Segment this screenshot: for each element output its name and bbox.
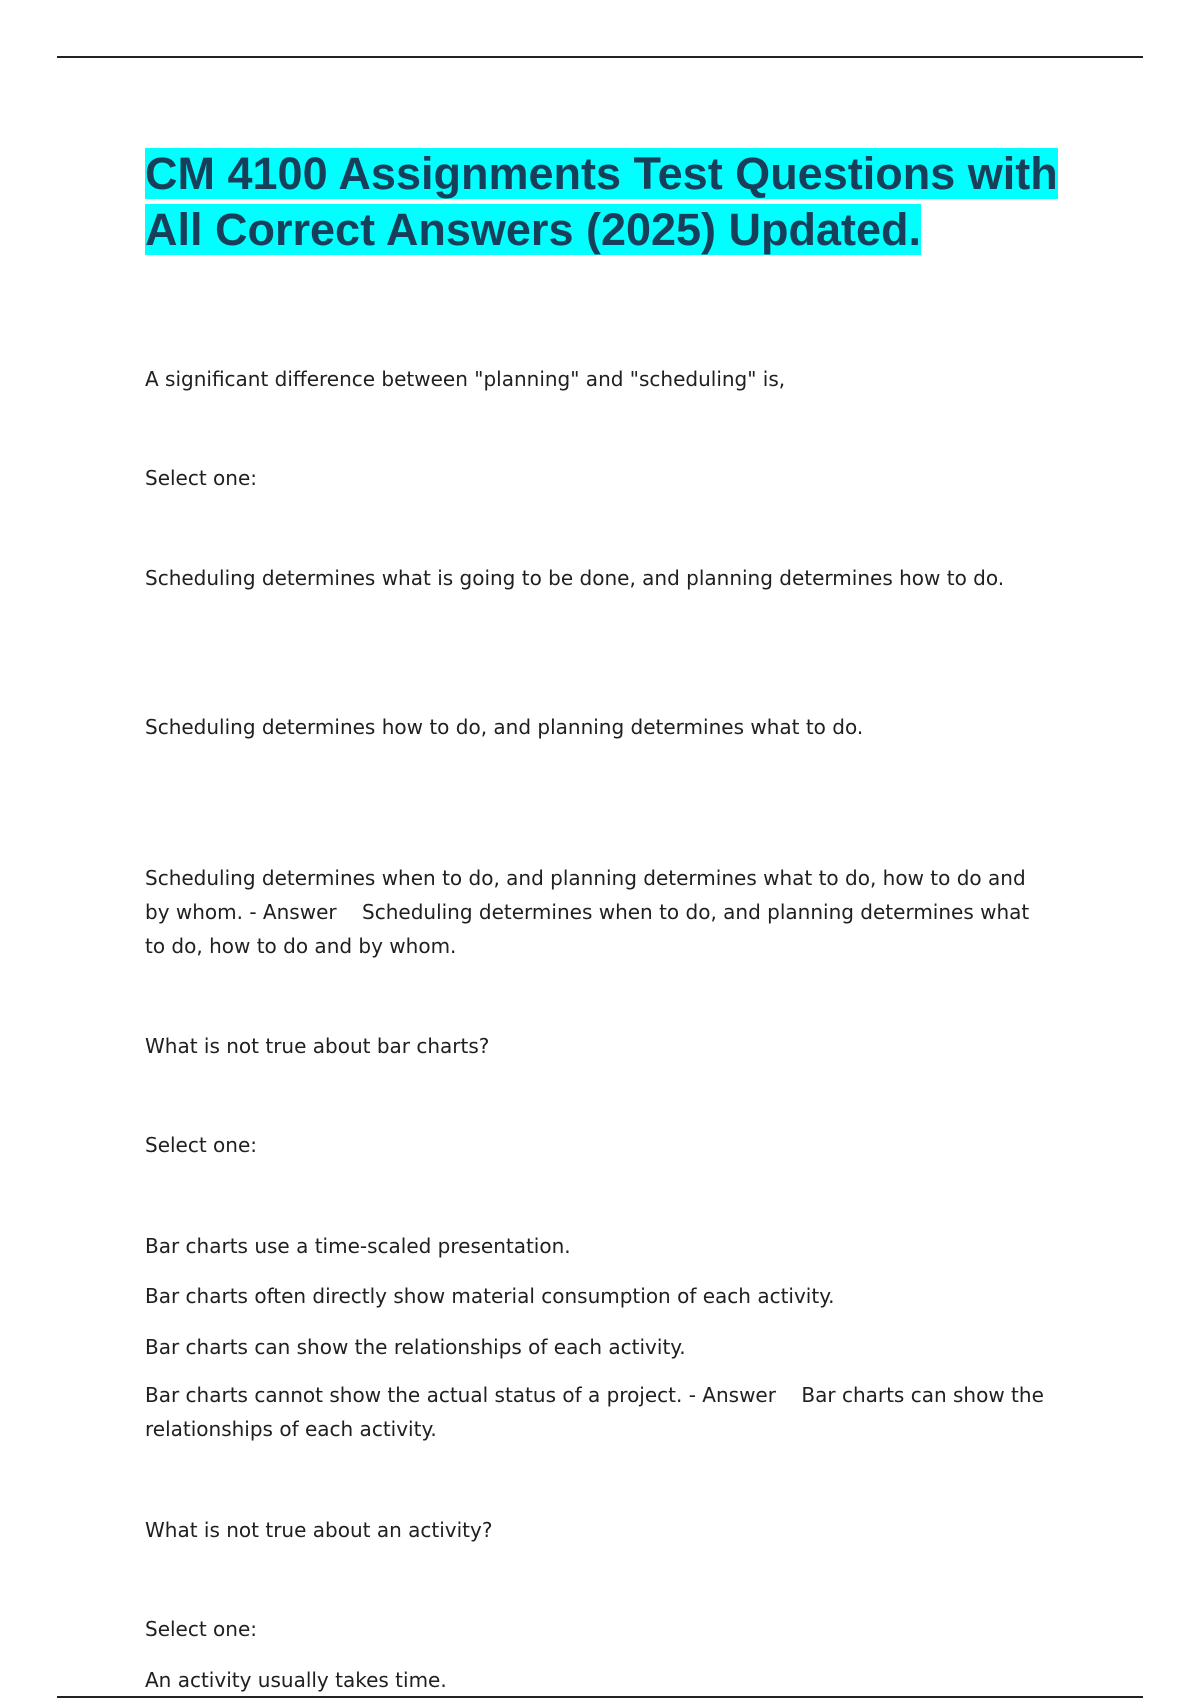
question-2-option-b: Bar charts often directly show material consumption of each activity. — [145, 1284, 835, 1308]
question-3-select-one: Select one: — [145, 1617, 258, 1641]
bottom-rule — [57, 1696, 1143, 1698]
question-2-option-d-answer: Bar charts cannot show the actual status of a project. - Answer Bar charts can show the relationships of each activity. — [145, 1383, 1051, 1441]
question-3-text: What is not true about an activity? — [145, 1518, 493, 1542]
question-1-select-one: Select one: — [145, 466, 258, 490]
question-2-select-one: Select one: — [145, 1133, 258, 1157]
document-title — [145, 146, 1065, 258]
question-2-option-a: Bar charts use a time-scaled presentation. — [145, 1234, 571, 1258]
question-1-option-b: Scheduling determines how to do, and planning determines what to do. — [145, 715, 864, 739]
question-1-text: A significant difference between "planning" and "scheduling" is, — [145, 367, 786, 391]
question-2-text: What is not true about bar charts? — [145, 1034, 490, 1058]
question-2-option-c: Bar charts can show the relationships of each activity. — [145, 1335, 686, 1359]
question-1-option-a: Scheduling determines what is going to be done, and planning determines how to do. — [145, 566, 1005, 590]
top-rule — [57, 56, 1143, 58]
question-1-option-c-answer: Scheduling determines when to do, and planning determines what to do, how to do and by whom. - Answer Scheduling determines when to do, and planning determines what to do, how to do and by whom. — [145, 866, 1036, 958]
question-3-option-a: An activity usually takes time. — [145, 1668, 447, 1692]
title-highlight: CM 4100 Assignments Test Questions with All Correct Answers (2025) Updated. — [145, 148, 1058, 255]
